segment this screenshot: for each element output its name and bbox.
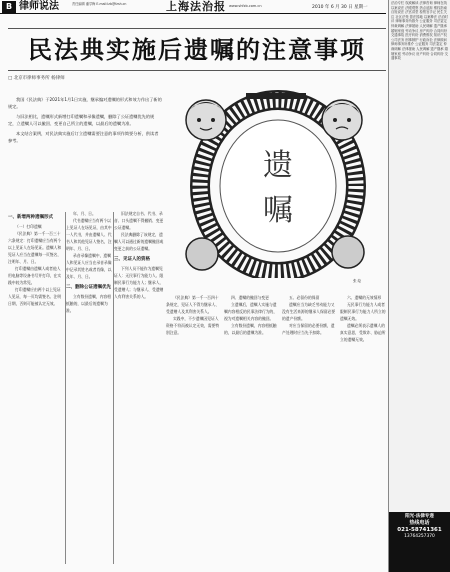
- ad-phone: 021-58741361: [397, 527, 442, 533]
- body-paragraph: （一）打印遗嘱: [15, 224, 42, 229]
- ad-title: 阳光·法律专递: [405, 514, 434, 519]
- website-url: www.shfzb.com.cn: [229, 4, 262, 8]
- intro-paragraph: 我国《民法典》于2021年1月1日实施，继承编对遗嘱的形式和效力作出了新的规定。: [8, 97, 162, 109]
- headline-rule-top: [8, 28, 386, 29]
- subheading: 二、删除公证遗嘱优先: [66, 285, 111, 290]
- bottom-right-figure: [332, 236, 364, 268]
- body-paragraph: 立有数份遗嘱，内容相抵触的，以最后的遗嘱为准。: [224, 323, 277, 335]
- bottom-left-figure: [186, 238, 218, 270]
- newspaper-name: 上海法治报: [166, 0, 226, 13]
- body-paragraph: 六、遗嘱的无效情形: [347, 295, 382, 300]
- article-headline: 民法典实施后遗嘱的注意事项: [28, 36, 366, 64]
- right-figure-head: [322, 100, 362, 140]
- body-paragraph: 旧法规定自书、代书、录音、口头遗嘱不得撤销、变更公证遗嘱。: [114, 211, 164, 230]
- body-paragraph: 《民法典》第一千一百四十条规定，见证人不得为继承人、受遗赠人及其利害关系人。: [166, 295, 220, 314]
- left-figure-head: [186, 100, 226, 140]
- subheading: 三、见证人的资格: [114, 257, 150, 262]
- headline-rule-bottom: [8, 70, 386, 71]
- body-paragraph: 代书遗嘱应当有两个以上见证人在场见证，由其中一人代书，并由遗嘱人、代书人和其他见证人签名，注明年、月、日。: [66, 218, 112, 251]
- illustration-char-1: 遗: [263, 148, 293, 183]
- article-illustration: [166, 80, 386, 278]
- ad-mobile: 13764257370: [404, 534, 435, 539]
- article-column-3: [114, 210, 164, 566]
- body-paragraph: 四、遗嘱的撤回与变更: [231, 295, 269, 300]
- article-column-4: [166, 294, 220, 566]
- ad-hotline-label: 热线电话: [409, 520, 430, 526]
- article-intro: [8, 96, 162, 147]
- sidebar-ad-box: [389, 512, 450, 572]
- subheading: 一、新增两种遗嘱形式: [8, 215, 53, 220]
- intro-paragraph: 与旧法相比，遗嘱形式新增打印遗嘱和录像遗嘱，删除了公证遗嘱优先的规定，立遗嘱人可以撤回、变更自己所立的遗嘱，以最后的遗嘱为准。: [8, 114, 155, 126]
- page-header: [0, 0, 386, 14]
- sidebar-text: 法治专栏 权威解读 法律咨询 律师在线 以案说法 法眼观察 热点追踪 维权指南 百姓说法 法官讲堂 检察官手记 民生关注 社区法苑 普法园地 以案释法 法治时评 律师事务所推介 公证服务 司法鉴定 仲裁调解 法律援助 人民调解 遗产继承 婚姻家庭 劳动争议 房产纠纷 合同纠纷 交通事故 医疗纠纷 消费维权 知识产权 公司法务 刑事辩护 行政诉讼 法律顾问 律师事务所推介 公证服务 司法鉴定 仲裁调解 法律援助 人民调解 遗产继承 婚姻家庭 劳动争议 房产纠纷 合同纠纷 交通事故: [391, 1, 448, 61]
- body-paragraph: 立有数份遗嘱，内容相抵触的，以最后的遗嘱为准。: [66, 294, 111, 313]
- article-column-5: [224, 294, 278, 566]
- body-paragraph: 立遗嘱后，遗嘱人实施与遗嘱内容相反的民事法律行为的，视为对遗嘱相关内容的撤回。: [224, 302, 278, 321]
- section-code-badge: B: [2, 1, 16, 13]
- article-column-2: [66, 210, 112, 566]
- sidebar-column: [388, 0, 450, 572]
- body-paragraph: 《民法典》第一千一百三十六条规定：打印遗嘱应当有两个以上见证人在场见证。遗嘱人和见证人应当在遗嘱每一页签名，注明年、月、日。: [8, 231, 62, 264]
- body-paragraph: 打印遗嘱由遗嘱人或者他人用电脑等设备书写并打印，在实践中较为常见。: [8, 266, 62, 285]
- body-paragraph: 对应当保留的必要份额，遗产处理时应当先予扣除。: [282, 323, 335, 335]
- body-paragraph: 实践中，不少遗嘱因见证人资格不符而被认定无效，需要特别注意。: [166, 316, 220, 335]
- body-paragraph: 五、必留份的保留: [289, 295, 320, 300]
- body-paragraph: 录音录像遗嘱中，遗嘱人和见证人应当在录音录像中记录其姓名或者肖像，以及年、月、日。: [66, 253, 112, 279]
- editors-line: 责任编辑 潘学梅 E-mail:lzb@fzsh.cn: [72, 2, 127, 6]
- article-byline: □ 北京市律师事务所 杨律师: [8, 76, 65, 81]
- illustration-svg: [166, 80, 386, 278]
- body-paragraph: 下列人员不能作为遗嘱见证人：无民事行为能力人、限制民事行为能力人；继承人、受遗赠人；与继承人、受遗赠人有利害关系的人。: [114, 266, 164, 299]
- article-column-1: [8, 210, 64, 566]
- body-paragraph: 打印遗嘱应由两个以上见证人见证，每一页均需签名、注明日期，否则可能被认定无效。: [8, 287, 62, 306]
- body-paragraph: 民法典删除了该规定，遗嘱人可以通过新的遗嘱撤回或变更之前的公证遗嘱。: [114, 232, 164, 251]
- intro-paragraph: 本文结合案例，对民法典实施后订立遗嘱需要注意的事项作简要分析，供读者参考。: [8, 131, 159, 143]
- section-title: 律师说法: [19, 1, 59, 12]
- body-paragraph: 年、月、日。: [73, 211, 96, 216]
- illustration-credit: 张 绘: [353, 279, 362, 283]
- article-column-7: [340, 294, 386, 566]
- issue-date: 2010 年 6 月 30 日 星期一: [312, 5, 368, 10]
- body-paragraph: 遗嘱应当为缺乏劳动能力又没有生活来源的继承人保留必要的遗产份额。: [282, 302, 336, 321]
- illustration-char-2: 嘱: [263, 193, 293, 228]
- body-paragraph: 无民事行为能力人或者限制民事行为能力人所立的遗嘱无效。: [340, 302, 386, 321]
- body-paragraph: 遗嘱必须表示遗嘱人的真实意思，受欺诈、胁迫所立的遗嘱无效。: [340, 323, 386, 342]
- article-column-6: [282, 294, 336, 566]
